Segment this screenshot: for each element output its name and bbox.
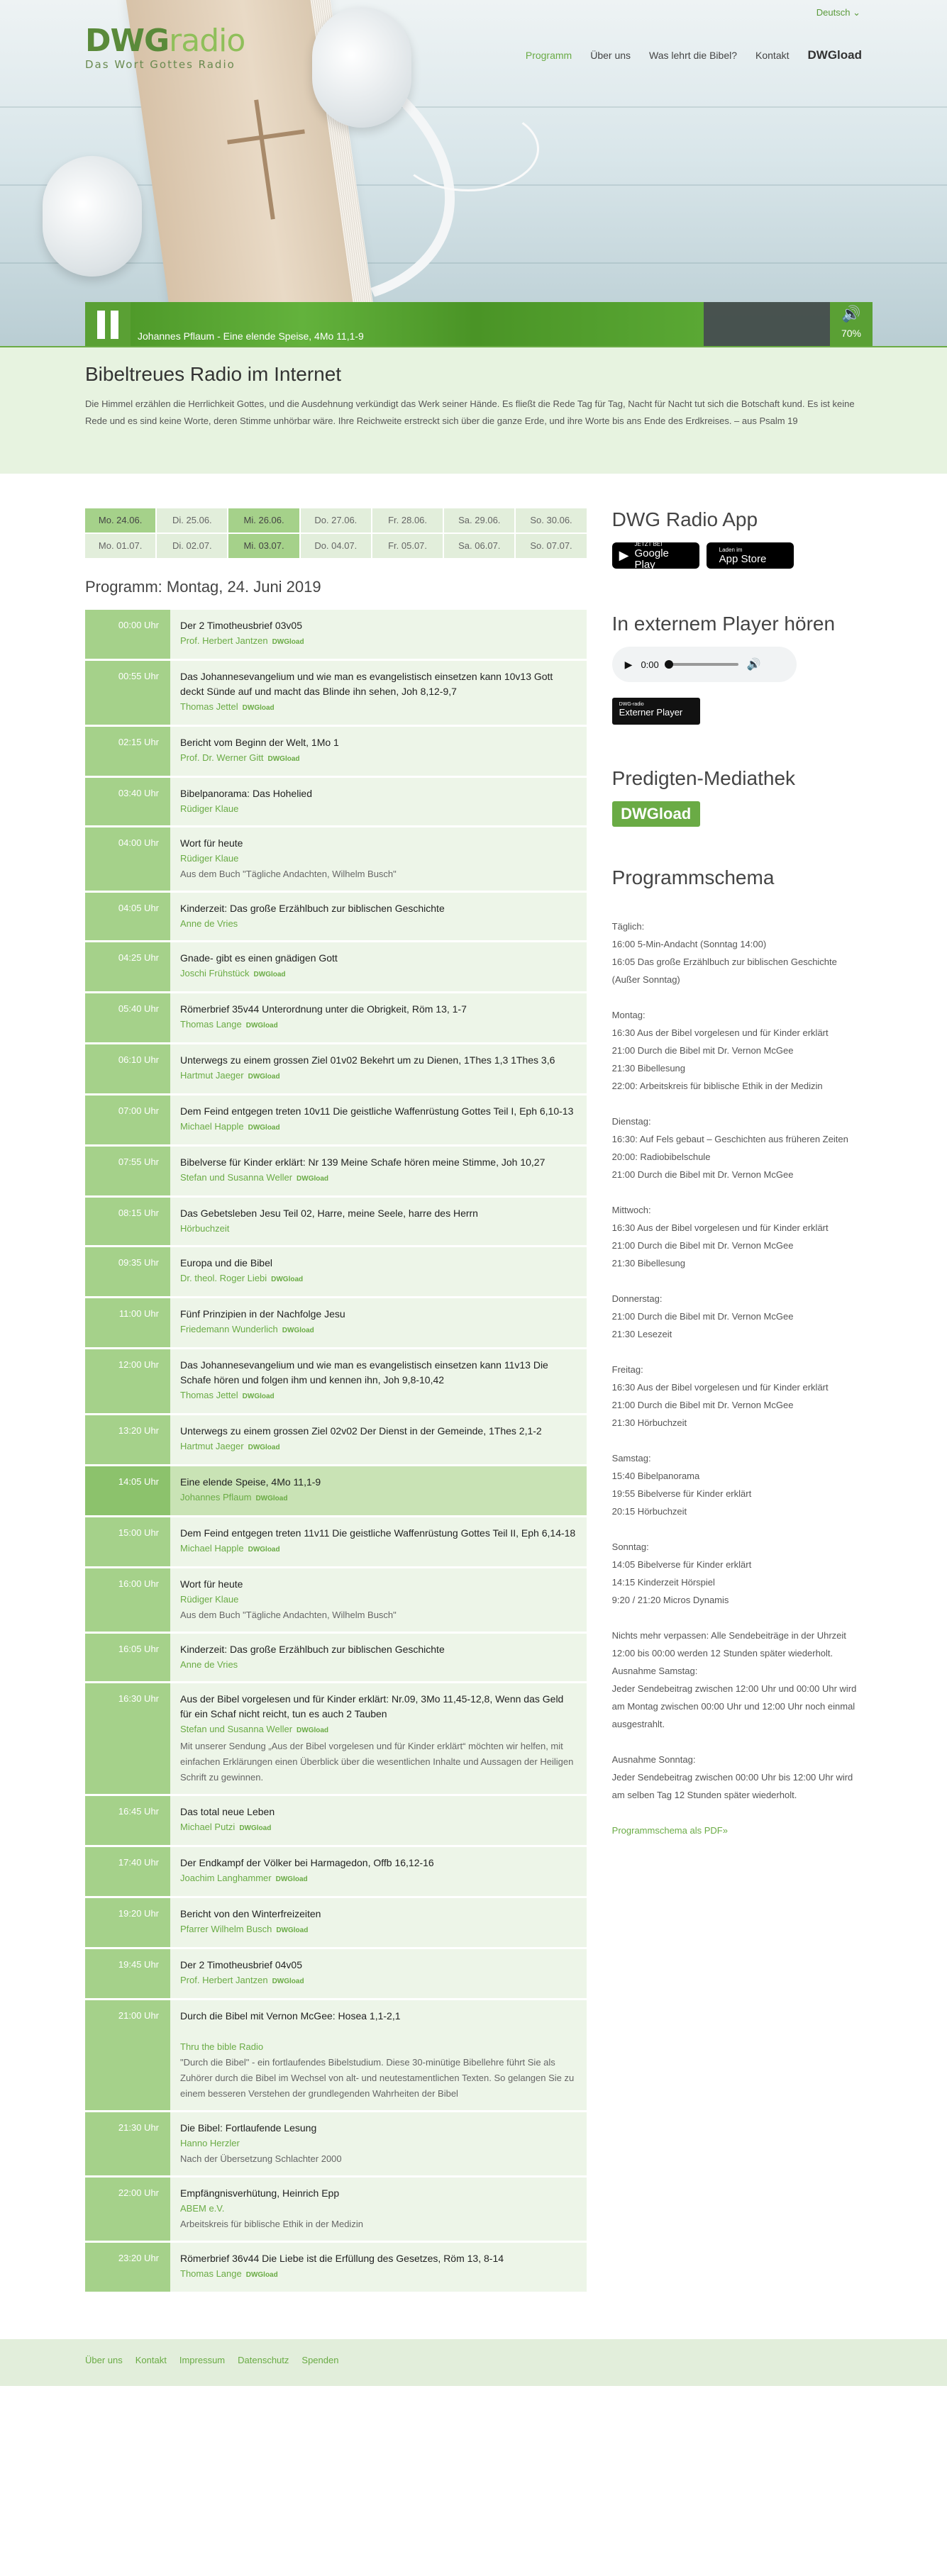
- schedule-content: [170, 1466, 587, 1515]
- schedule-author-link[interactable]: Pfarrer Wilhelm Busch: [180, 1924, 272, 1934]
- dwgload-link[interactable]: DWGload: [245, 1022, 278, 1030]
- dwgload-link[interactable]: DWGload: [255, 1495, 288, 1502]
- schedule-content: [170, 1634, 587, 1681]
- day-tab[interactable]: Fr. 28.06.: [372, 508, 443, 533]
- schedule-description: Aus dem Buch "Tägliche Andachten, Wilhelm Busch": [180, 1610, 397, 1620]
- schedule-content: [170, 1683, 587, 1794]
- schema-block: [612, 918, 862, 988]
- schema-line: Jeder Sendebeitrag zwischen 00:00 Uhr bis 12:00 Uhr wird am selben Tag 12 Stunden später wiederholt.: [611, 1772, 853, 1800]
- schedule-title: Das Johannesevangelium und wie man es evangelistisch einsetzen kann 11v13 Die Schafe hören und folgen ihm und kennen ihn, Joh 9,8-10,42: [180, 1359, 548, 1385]
- schedule-title: Dem Feind entgegen treten 10v11 Die geistliche Waffenrüstung Gottes Teil I, Eph 6,10-13: [180, 1105, 574, 1117]
- schedule-title: Das total neue Leben: [180, 1806, 275, 1817]
- schema-line: Nichts mehr verpassen: Alle Sendebeiträge in der Uhrzeit 12:00 bis 00:00 werden 12 Stunden später wiederholt.: [611, 1630, 846, 1658]
- app-store-button[interactable]: Laden im App Store: [707, 542, 794, 569]
- schedule-row: [85, 1095, 587, 1147]
- schema-line: 14:05 Bibelverse für Kinder erklärt: [611, 1559, 752, 1570]
- schedule-author-link[interactable]: Hörbuchzeit: [180, 1223, 230, 1234]
- dwgload-link[interactable]: DWGload: [276, 1927, 309, 1934]
- program-column: [85, 508, 587, 2294]
- volume-level: 70%: [841, 328, 862, 339]
- schedule-author-link[interactable]: Hartmut Jaeger: [180, 1070, 244, 1081]
- schedule-author-link[interactable]: Prof. Herbert Jantzen: [180, 1975, 268, 1985]
- schedule-row: [85, 727, 587, 778]
- schedule-author-link[interactable]: Rüdiger Klaue: [180, 853, 239, 864]
- schedule-row: [85, 2243, 587, 2294]
- intro-section: [0, 347, 947, 474]
- schedule-author-link[interactable]: Thomas Lange: [180, 1019, 242, 1030]
- dwgload-link[interactable]: DWGload: [267, 755, 300, 763]
- schedule-author-link[interactable]: Anne de Vries: [180, 1659, 238, 1670]
- schema-line: Montag:: [611, 1010, 646, 1020]
- day-tab[interactable]: Di. 02.07.: [157, 534, 227, 558]
- schedule-title: Europa und die Bibel: [180, 1257, 272, 1269]
- schema-line: 16:30 Aus der Bibel vorgelesen und für Kinder erklärt: [611, 1382, 829, 1393]
- schedule-title: Unterwegs zu einem grossen Ziel 02v02 Der Dienst in der Gemeinde, 1Thes 2,1-2: [180, 1425, 542, 1437]
- chevron-down-icon: ⌄: [853, 7, 860, 18]
- intro-text: Die Himmel erzählen die Herrlichkeit Gottes, und die Ausdehnung verkündigt das Werk seiner Hände. Es fließt die Rede Tag für Tag, Nacht für Nacht tut sich die Botschaft kund. Es ist keine Rede und es sind keine Worte, deren Stimme unhörbar wäre. Ihre Reichweite erstreckt sich über die ganze Erde, und ihre Worte bis ans Ende des Erdkreises. – aus Psalm 19: [85, 398, 855, 426]
- day-tab[interactable]: Di. 25.06.: [157, 508, 227, 533]
- schedule-content: [170, 1415, 587, 1464]
- schedule-content: [170, 610, 587, 659]
- schema-line: Mittwoch:: [611, 1205, 651, 1215]
- schedule-description: Arbeitskreis für biblische Ethik in der Medizin: [180, 2219, 363, 2229]
- external-player-title: In externem Player hören: [611, 613, 836, 635]
- radio-player: [85, 302, 873, 347]
- schedule-author-link[interactable]: Prof. Herbert Jantzen: [180, 635, 268, 646]
- schedule-row: [85, 1949, 587, 2000]
- schedule-time: 17:40 Uhr: [85, 1847, 170, 1896]
- logo[interactable]: DWGradio Das Wort Gottes Radio: [85, 23, 245, 71]
- schedule-title: Kinderzeit: Das große Erzählbuch zur biblischen Geschichte: [180, 1644, 445, 1655]
- schedule-row: [85, 661, 587, 727]
- schema-line: Ausnahme Sonntag:: [611, 1754, 696, 1765]
- main-content: [0, 474, 947, 2294]
- schedule-content: [170, 1044, 587, 1093]
- schema-line: 19:55 Bibelverse für Kinder erklärt: [611, 1488, 752, 1499]
- dwgload-button[interactable]: DWGload: [612, 801, 700, 827]
- nav-was-lehrt-die-bibel[interactable]: Was lehrt die Bibel?: [649, 50, 738, 61]
- schema-block: [612, 1006, 862, 1095]
- schedule-title: Bericht vom Beginn der Welt, 1Mo 1: [180, 737, 339, 748]
- schema-pdf-link[interactable]: Programmschema als PDF»: [611, 1825, 728, 1836]
- day-tab[interactable]: Mi. 26.06.: [228, 508, 299, 533]
- schedule-row: [85, 1568, 587, 1634]
- now-playing-title: Johannes Pflaum - Eine elende Speise, 4Mo 11,1-9: [138, 330, 364, 342]
- schedule-row: [85, 2112, 587, 2178]
- schema-line: 21:00 Durch die Bibel mit Dr. Vernon McGee: [611, 1169, 794, 1180]
- track-display: [131, 302, 704, 347]
- schedule-author-link[interactable]: Thomas Lange: [180, 2268, 242, 2279]
- schedule-time: 21:00 Uhr: [85, 2000, 170, 2110]
- schedule-content: [170, 1247, 587, 1296]
- day-tab[interactable]: Mo. 01.07.: [85, 534, 155, 558]
- schedule-title: Wort für heute: [180, 1578, 243, 1590]
- schedule-row: [85, 1517, 587, 1568]
- schedule-time: 22:00 Uhr: [85, 2178, 170, 2241]
- google-play-button[interactable]: ▶ JETZT BEI Google Play: [612, 542, 699, 569]
- schedule-time: 04:25 Uhr: [85, 942, 170, 991]
- schedule-time: 07:00 Uhr: [85, 1095, 170, 1144]
- schedule-content: [170, 1517, 587, 1566]
- nav-kontakt[interactable]: Kontakt: [755, 50, 790, 61]
- schedule-description: Mit unserer Sendung „Aus der Bibel vorgelesen und für Kinder erklärt“ möchten wir helfen, mit einfachen Erklärungen einen Überblick über die wesentlichen Inhalte und Aussagen der Heiligen Schrift zu gewinnen.: [180, 1741, 574, 1783]
- schedule-row: [85, 1847, 587, 1898]
- schedule-title: Empfängnisverhütung, Heinrich Epp: [180, 2187, 340, 2199]
- schema-title: Programmschema: [611, 866, 775, 888]
- schedule-content: [170, 1349, 587, 1413]
- schedule-title: Der 2 Timotheusbrief 04v05: [180, 1959, 302, 1970]
- schedule-row: [85, 1415, 587, 1466]
- day-tab[interactable]: Sa. 29.06.: [444, 508, 514, 533]
- dwgload-link[interactable]: DWGload: [272, 638, 304, 646]
- schedule-author-link[interactable]: Michael Happle: [180, 1543, 244, 1554]
- schedule-time: 16:00 Uhr: [85, 1568, 170, 1632]
- dwgload-link[interactable]: DWGload: [271, 1276, 304, 1283]
- schema-line: 16:30: Auf Fels gebaut – Geschichten aus früheren Zeiten: [611, 1134, 848, 1144]
- schedule-time: 05:40 Uhr: [85, 993, 170, 1042]
- schedule-row: [85, 2178, 587, 2243]
- schedule-author-link[interactable]: Stefan und Susanna Weller: [180, 1724, 293, 1734]
- schedule-author-link[interactable]: Michael Putzi: [180, 1822, 236, 1832]
- schedule-author-link[interactable]: Hartmut Jaeger: [180, 1441, 244, 1451]
- speaker-icon[interactable]: 🔊: [746, 659, 761, 671]
- schedule-title: Der Endkampf der Völker bei Harmagedon, Offb 16,12-16: [180, 1857, 434, 1868]
- schema-line: 21:30 Lesezeit: [611, 1329, 672, 1339]
- schema-block: [612, 1751, 862, 1804]
- headphone-right-image: [312, 7, 411, 128]
- schema-line: Donnerstag:: [611, 1293, 663, 1304]
- schedule-row: [85, 1634, 587, 1683]
- schedule-time: 12:00 Uhr: [85, 1349, 170, 1413]
- schedule-author-link[interactable]: Thomas Jettel: [180, 1390, 238, 1400]
- schedule-title: Durch die Bibel mit Vernon McGee: Hosea 1,1-2,1: [180, 2010, 401, 2022]
- schema-line: Samstag:: [611, 1453, 651, 1463]
- schedule-author-link[interactable]: Rüdiger Klaue: [180, 1594, 239, 1605]
- schedule-time: 19:45 Uhr: [85, 1949, 170, 1998]
- schedule-title: Die Bibel: Fortlaufende Lesung: [180, 2122, 317, 2134]
- schema-line: 21:00 Durch die Bibel mit Dr. Vernon McGee: [611, 1240, 794, 1251]
- schedule-time: 14:05 Uhr: [85, 1466, 170, 1515]
- schedule-author-link[interactable]: Stefan und Susanna Weller: [180, 1172, 293, 1183]
- schedule-row: [85, 610, 587, 661]
- schedule-time: 16:05 Uhr: [85, 1634, 170, 1681]
- schedule-content: [170, 1095, 587, 1144]
- schedule-content: [170, 1898, 587, 1947]
- dwgload-link[interactable]: DWGload: [282, 1327, 314, 1334]
- footer-link[interactable]: Spenden: [301, 2355, 339, 2365]
- schedule-title: Bericht von den Winterfreizeiten: [180, 1908, 321, 1919]
- schema-line: 20:00: Radiobibelschule: [611, 1152, 711, 1162]
- schedule-author-link[interactable]: Prof. Dr. Werner Gitt: [180, 752, 264, 763]
- schedule-row: [85, 942, 587, 993]
- schedule-content: [170, 778, 587, 825]
- schema-block: [612, 1449, 862, 1520]
- schedule-time: 19:20 Uhr: [85, 1898, 170, 1947]
- schedule-author-link[interactable]: Joachim Langhammer: [180, 1873, 272, 1883]
- schedule-content: [170, 1198, 587, 1245]
- day-tab[interactable]: Do. 04.07.: [301, 534, 371, 558]
- speaker-icon: 🔊: [841, 305, 861, 323]
- schema-line: Ausnahme Samstag:: [611, 1666, 698, 1676]
- schedule-time: 06:10 Uhr: [85, 1044, 170, 1093]
- schedule-content: [170, 827, 587, 891]
- dwgload-link[interactable]: DWGload: [253, 971, 286, 978]
- schedule-author-link[interactable]: Hanno Herzler: [180, 2138, 240, 2148]
- google-play-icon: ▶: [619, 548, 629, 562]
- footer-link[interactable]: Über uns: [85, 2355, 123, 2365]
- schedule-content: [170, 1949, 587, 1998]
- intro-title: Bibeltreues Radio im Internet: [85, 363, 342, 385]
- schedule-description: "Durch die Bibel" - ein fortlaufendes Bibelstudium. Diese 30-minütige Bibellehre führt Sie als Zuhörer durch die Bibel im Wechsel von alt- und neutestamentlichen Texten. So gelangen Sie zu einem besseren Verstehen der grundlegenden Wahrheiten der Bibel: [180, 2057, 575, 2099]
- schedule-content: [170, 2000, 587, 2110]
- dwgload-link[interactable]: DWGload: [297, 1727, 329, 1734]
- schema-line: 21:30 Hörbuchzeit: [611, 1417, 687, 1428]
- media-library-title: Predigten-Mediathek: [611, 767, 796, 789]
- schedule-time: 00:00 Uhr: [85, 610, 170, 659]
- nav-programm[interactable]: Programm: [525, 50, 572, 61]
- audio-seek-bar[interactable]: [668, 663, 738, 666]
- schedule-list: [85, 609, 587, 2294]
- schedule-row: [85, 1466, 587, 1517]
- schedule-title: Bibelpanorama: Das Hohelied: [180, 788, 312, 799]
- nav-ueber-uns[interactable]: Über uns: [590, 50, 631, 61]
- day-tab[interactable]: Fr. 05.07.: [372, 534, 443, 558]
- nav-dwgload[interactable]: DWGload: [807, 48, 862, 62]
- day-tab[interactable]: So. 07.07.: [516, 534, 586, 558]
- schedule-content: [170, 727, 587, 776]
- schedule-row: [85, 1898, 587, 1949]
- sidebar: [612, 508, 862, 2294]
- schedule-time: 11:00 Uhr: [85, 1298, 170, 1347]
- schedule-title: Das Gebetsleben Jesu Teil 02, Harre, meine Seele, harre des Herrn: [180, 1208, 478, 1219]
- day-tab[interactable]: Do. 27.06.: [301, 508, 371, 533]
- schema-line: 21:30 Bibellesung: [611, 1063, 686, 1074]
- schedule-row: [85, 1349, 587, 1415]
- schedule-row: [85, 1044, 587, 1095]
- schema-line: Sonntag:: [611, 1541, 649, 1552]
- schema-line: 20:15 Hörbuchzeit: [611, 1506, 687, 1517]
- schedule-time: 04:05 Uhr: [85, 893, 170, 940]
- footer: [0, 2339, 947, 2386]
- schedule-title: Fünf Prinzipien in der Nachfolge Jesu: [180, 1308, 345, 1320]
- schema-line: 21:30 Bibellesung: [611, 1258, 686, 1269]
- schedule-title: Das Johannesevangelium und wie man es evangelistisch einsetzen kann 10v13 Gott deckt Sünde auf und macht das Blinde ihn sehen, Joh 8,12-9,7: [180, 671, 553, 697]
- schedule-row: [85, 1683, 587, 1796]
- dwgload-link[interactable]: DWGload: [297, 1175, 329, 1183]
- dwgload-link[interactable]: DWGload: [248, 1546, 280, 1554]
- schedule-time: 08:15 Uhr: [85, 1198, 170, 1245]
- schedule-content: [170, 1847, 587, 1896]
- audio-time: 0:00: [641, 659, 659, 670]
- schedule-title: Römerbrief 36v44 Die Liebe ist die Erfüllung des Gesetzes, Röm 13, 8-14: [180, 2253, 504, 2264]
- schedule-title: Kinderzeit: Das große Erzählbuch zur biblischen Geschichte: [180, 903, 445, 914]
- schema-line: Täglich:: [611, 921, 645, 932]
- schedule-time: 07:55 Uhr: [85, 1147, 170, 1195]
- dwgload-link[interactable]: DWGload: [248, 1073, 280, 1081]
- schedule-time: 16:30 Uhr: [85, 1683, 170, 1794]
- schedule-time: 16:45 Uhr: [85, 1796, 170, 1845]
- schedule-row: [85, 1298, 587, 1349]
- schedule-content: [170, 661, 587, 725]
- schedule-description: Nach der Übersetzung Schlachter 2000: [180, 2153, 342, 2164]
- schedule-author-link[interactable]: Rüdiger Klaue: [180, 803, 239, 814]
- schedule-content: [170, 1147, 587, 1195]
- schedule-content: [170, 2178, 587, 2241]
- hero-banner: [0, 0, 947, 347]
- schedule-author-link[interactable]: Anne de Vries: [180, 918, 238, 929]
- schedule-row: [85, 778, 587, 827]
- day-tab[interactable]: Sa. 06.07.: [444, 534, 514, 558]
- day-tab[interactable]: Mo. 24.06.: [85, 508, 155, 533]
- audio-player: [612, 647, 797, 682]
- schedule-time: 09:35 Uhr: [85, 1247, 170, 1296]
- schedule-time: 04:00 Uhr: [85, 827, 170, 891]
- footer-link[interactable]: Datenschutz: [238, 2355, 289, 2365]
- schema-line: Dienstag:: [611, 1116, 651, 1127]
- schedule-time: 23:20 Uhr: [85, 2243, 170, 2292]
- schedule-row: [85, 2000, 587, 2112]
- pause-button[interactable]: [85, 302, 131, 347]
- schedule-title: Eine elende Speise, 4Mo 11,1-9: [180, 1476, 321, 1488]
- schedule-time: 03:40 Uhr: [85, 778, 170, 825]
- schema-line: 16:00 5-Min-Andacht (Sonntag 14:00): [611, 939, 767, 949]
- dwgload-link[interactable]: DWGload: [275, 1875, 308, 1883]
- dwgload-link[interactable]: DWGload: [239, 1824, 272, 1832]
- schema-line: 16:30 Aus der Bibel vorgelesen und für Kinder erklärt: [611, 1222, 829, 1233]
- main-nav: [526, 48, 862, 62]
- schedule-row: [85, 893, 587, 942]
- schema-line: 16:30 Aus der Bibel vorgelesen und für Kinder erklärt: [611, 1027, 829, 1038]
- schedule-title: Wort für heute: [180, 837, 243, 849]
- schema-line: 14:15 Kinderzeit Hörspiel: [611, 1577, 715, 1588]
- schedule-author-link[interactable]: Johannes Pflaum: [180, 1492, 252, 1502]
- schedule-content: [170, 993, 587, 1042]
- schedule-time: 21:30 Uhr: [85, 2112, 170, 2175]
- schedule-title: Bibelverse für Kinder erklärt: Nr 139 Meine Schafe hören meine Stimme, Joh 10,27: [180, 1156, 546, 1168]
- schema-line: Jeder Sendebeitrag zwischen 12:00 Uhr und 00:00 Uhr wird am Montag zwischen 00:00 Uhr und 12:00 Uhr noch einmal ausgestrahlt.: [611, 1683, 857, 1729]
- schema-block: [612, 1361, 862, 1432]
- dwgload-link[interactable]: DWGload: [272, 1978, 304, 1985]
- schedule-content: [170, 942, 587, 991]
- schedule-row: [85, 1247, 587, 1298]
- schema-block: [612, 1201, 862, 1272]
- schedule-time: 02:15 Uhr: [85, 727, 170, 776]
- schedule-title: Dem Feind entgegen treten 11v11 Die geistliche Waffenrüstung Gottes Teil II, Eph 6,14-18: [180, 1527, 576, 1539]
- schema-line: 21:00 Durch die Bibel mit Dr. Vernon McGee: [611, 1311, 794, 1322]
- schedule-title: Aus der Bibel vorgelesen und für Kinder erklärt: Nr.09, 3Mo 11,45-12,8, Wenn das Geld für ein Schaf nicht reicht, tun es auch 2 Tauben: [180, 1693, 564, 1719]
- schedule-content: [170, 1298, 587, 1347]
- schedule-content: [170, 893, 587, 940]
- schedule-author-link[interactable]: Thomas Jettel: [180, 701, 238, 712]
- schedule-time: 15:00 Uhr: [85, 1517, 170, 1566]
- program-schema: [612, 918, 862, 1804]
- schedule-author-link[interactable]: Michael Happle: [180, 1121, 244, 1132]
- schedule-time: 13:20 Uhr: [85, 1415, 170, 1464]
- schema-line: 21:00 Durch die Bibel mit Dr. Vernon McGee: [611, 1400, 794, 1410]
- footer-link[interactable]: Kontakt: [135, 2355, 167, 2365]
- schedule-row: [85, 1198, 587, 1247]
- day-selector: [85, 508, 587, 558]
- player-progress-area: [704, 302, 830, 347]
- schedule-author-link[interactable]: Thru the bible Radio: [180, 2041, 264, 2052]
- program-title: Programm: Montag, 24. Juni 2019: [85, 578, 321, 596]
- schedule-time: 00:55 Uhr: [85, 661, 170, 725]
- schedule-title: Unterwegs zu einem grossen Ziel 01v02 Bekehrt um zu Dienen, 1Thes 1,3 1Thes 3,6: [180, 1054, 555, 1066]
- app-title: DWG Radio App: [611, 508, 758, 530]
- schema-block: [612, 1627, 862, 1733]
- schedule-content: [170, 1796, 587, 1845]
- schedule-row: [85, 1796, 587, 1847]
- schedule-author-link[interactable]: Dr. theol. Roger Liebi: [180, 1273, 267, 1283]
- schedule-content: [170, 2112, 587, 2175]
- day-tab[interactable]: So. 30.06.: [516, 508, 586, 533]
- dwgload-link[interactable]: DWGload: [248, 1444, 280, 1451]
- footer-link[interactable]: Impressum: [179, 2355, 226, 2365]
- schedule-row: [85, 993, 587, 1044]
- dwgload-link[interactable]: DWGload: [248, 1124, 280, 1132]
- schema-line: 16:05 Das große Erzählbuch zur biblischen Geschichte (Außer Sonntag): [611, 957, 837, 985]
- schema-block: [612, 1290, 862, 1343]
- schema-block: [612, 1113, 862, 1183]
- schedule-title: Der 2 Timotheusbrief 03v05: [180, 620, 302, 631]
- schedule-content: [170, 2243, 587, 2292]
- day-tab[interactable]: Mi. 03.07.: [228, 534, 299, 558]
- schema-line: Freitag:: [611, 1364, 643, 1375]
- schedule-description: Aus dem Buch "Tägliche Andachten, Wilhelm Busch": [180, 869, 397, 879]
- dwgload-link[interactable]: DWGload: [242, 1393, 275, 1400]
- schema-line: 15:40 Bibelpanorama: [611, 1471, 700, 1481]
- schema-line: 21:00 Durch die Bibel mit Dr. Vernon McGee: [611, 1045, 794, 1056]
- schedule-title: Römerbrief 35v44 Unterordnung unter die Obrigkeit, Röm 13, 1-7: [180, 1003, 467, 1015]
- play-icon[interactable]: ▶: [624, 658, 633, 670]
- schema-line: 22:00: Arbeitskreis für biblische Ethik in der Medizin: [611, 1081, 823, 1091]
- external-player-button[interactable]: DWG-radio Externer Player: [612, 698, 700, 725]
- schema-line: 9:20 / 21:20 Micros Dynamis: [611, 1595, 729, 1605]
- schedule-row: [85, 827, 587, 893]
- schema-block: [612, 1538, 862, 1609]
- schedule-title: Gnade- gibt es einen gnädigen Gott: [180, 952, 338, 964]
- volume-control[interactable]: [830, 302, 873, 347]
- headphone-left-image: [43, 156, 142, 277]
- schedule-content: [170, 1568, 587, 1632]
- schedule-author-link[interactable]: Joschi Frühstück: [180, 968, 250, 978]
- schedule-author-link[interactable]: Friedemann Wunderlich: [180, 1324, 278, 1334]
- dwgload-link[interactable]: DWGload: [245, 2271, 278, 2279]
- schedule-row: [85, 1147, 587, 1198]
- dwgload-link[interactable]: DWGload: [242, 704, 275, 712]
- schedule-author-link[interactable]: ABEM e.V.: [180, 2203, 225, 2214]
- language-select[interactable]: Deutsch ⌄: [816, 7, 860, 18]
